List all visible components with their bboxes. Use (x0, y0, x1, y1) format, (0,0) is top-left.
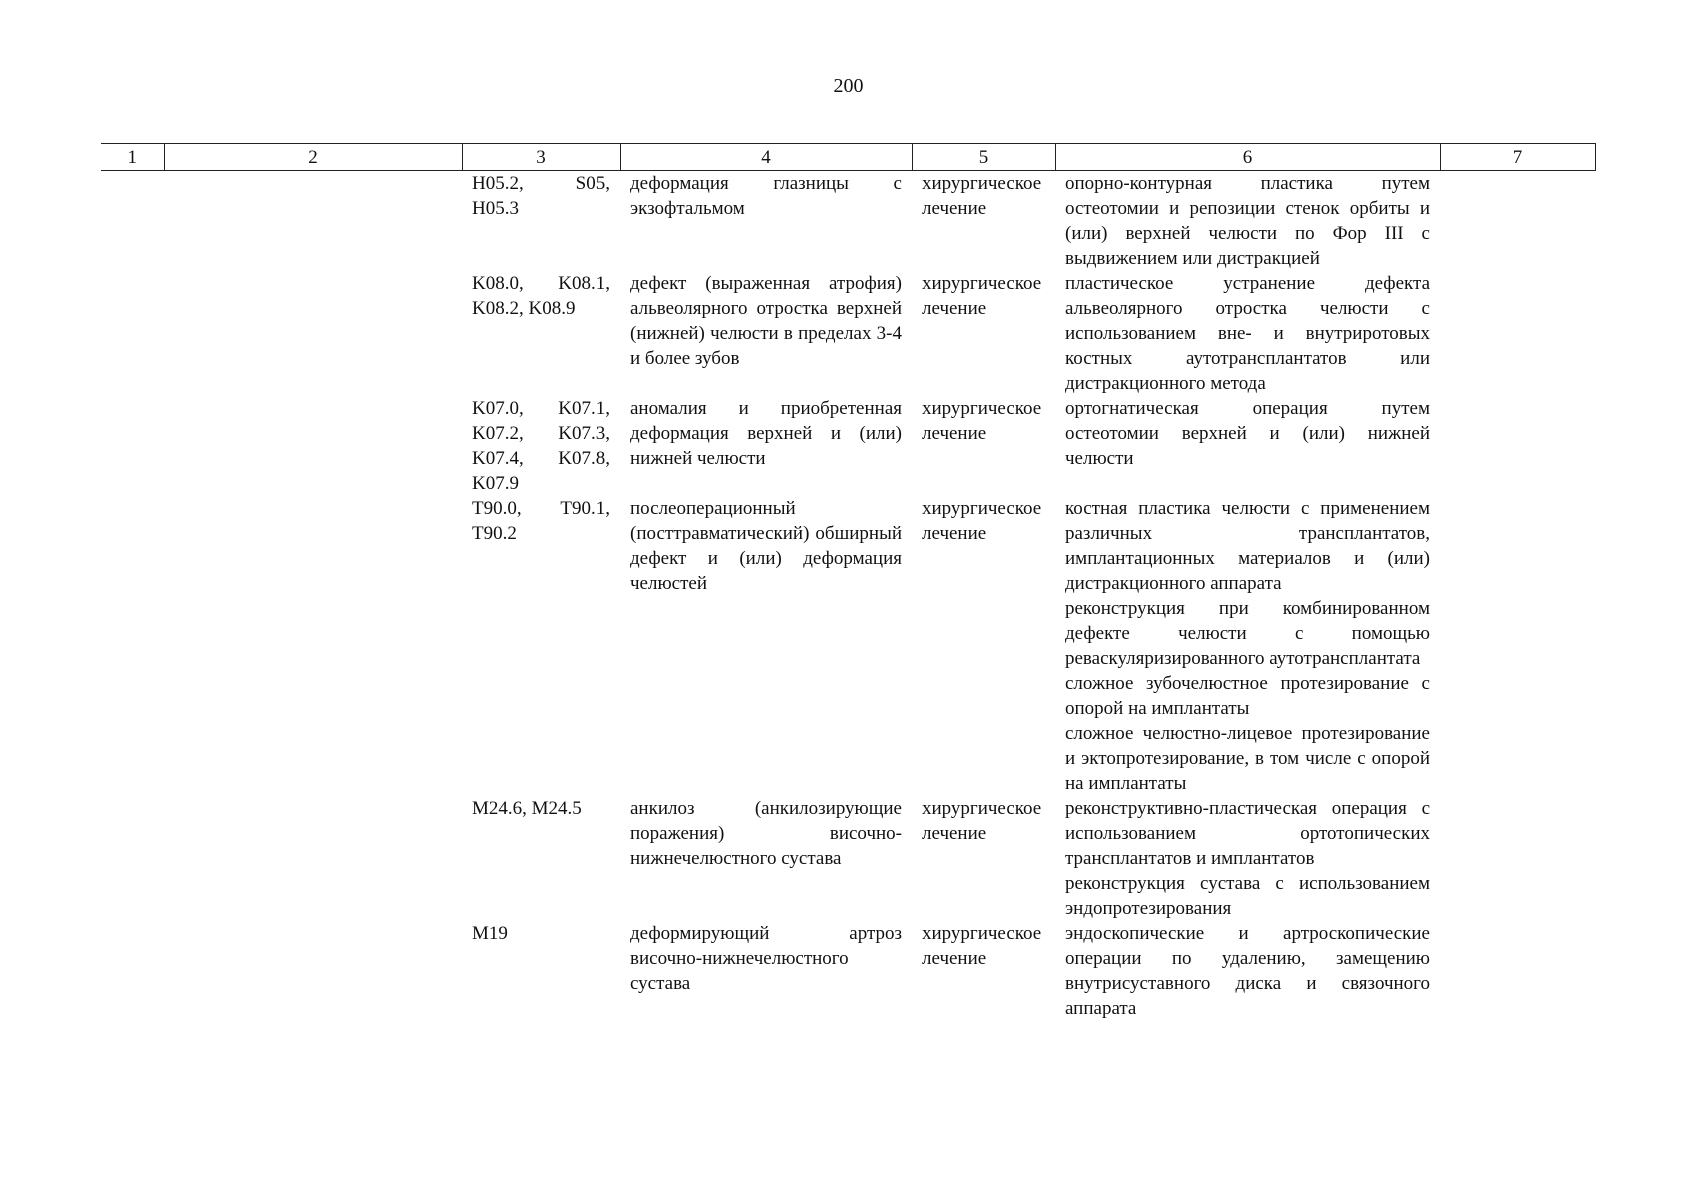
procedure: костная пластика челюсти с применением различных трансплантатов, имплантационных материалов и (или) дистракционного аппарата (1065, 498, 1430, 594)
treatment-type: хирургическое лечение (922, 798, 1042, 844)
cell-col7 (1440, 271, 1595, 396)
cell-col2 (164, 271, 462, 396)
cell-col7 (1440, 171, 1595, 272)
procedure: пластическое устранение дефекта альвеолярного отростка челюсти с использованием вне- и внутриротовых костных аутотрансплантатов или дистракционного метода (1065, 273, 1430, 394)
column-header-7: 7 (1440, 144, 1595, 171)
icd-codes: M24.6, M24.5 (472, 798, 582, 819)
treatment-type: хирургическое лечение (922, 498, 1042, 544)
icd-codes: H05.2, S05, H05.3 (472, 173, 610, 219)
diagnosis: деформирующий артроз височно-нижнечелюстного сустава (630, 923, 902, 994)
procedure: сложное зубочелюстное протезирование с опорой на имплантаты (1065, 673, 1430, 719)
column-header-4: 4 (620, 144, 912, 171)
page-number: 200 (833, 75, 864, 97)
diagnosis: послеоперационный (посттравматический) обширный дефект и (или) деформация челюстей (630, 498, 902, 594)
cell-col7 (1440, 921, 1595, 1021)
cell-col1 (101, 171, 164, 272)
column-header-6: 6 (1055, 144, 1440, 171)
table-row (101, 496, 1595, 796)
column-header-3: 3 (462, 144, 620, 171)
icd-codes: M19 (472, 923, 508, 944)
cell-col2 (164, 396, 462, 496)
icd-codes: T90.0, T90.1, T90.2 (472, 498, 610, 544)
cell-col7 (1440, 396, 1595, 496)
cell-col2 (164, 796, 462, 921)
table-row (101, 921, 1595, 1021)
cell-col1 (101, 921, 164, 1021)
icd-codes: K08.0, K08.1, K08.2, K08.9 (472, 273, 610, 319)
cell-col7 (1440, 496, 1595, 796)
cell-col2 (164, 496, 462, 796)
cell-col7 (1440, 796, 1595, 921)
procedure: реконструкция сустава с использованием эндопротезирования (1065, 873, 1430, 919)
procedure: реконструктивно-пластическая операция с использованием ортотопических трансплантатов и имплантатов (1065, 798, 1430, 869)
treatment-type: хирургическое лечение (922, 923, 1042, 969)
procedure-cell (1055, 271, 1440, 396)
table-row (101, 796, 1595, 921)
diagnosis: анкилоз (анкилозирующие поражения) височно-нижнечелюстного сустава (630, 798, 902, 869)
diagnosis: деформация глазницы с экзофтальмом (630, 173, 902, 219)
treatment-type: хирургическое лечение (922, 273, 1042, 319)
column-number-row (101, 144, 1595, 171)
table-row (101, 171, 1595, 272)
cell-col1 (101, 271, 164, 396)
procedures-table (101, 143, 1596, 1021)
table-row (101, 396, 1595, 496)
column-header-5: 5 (912, 144, 1055, 171)
cell-col2 (164, 921, 462, 1021)
treatment-type: хирургическое лечение (922, 398, 1042, 444)
cell-col1 (101, 796, 164, 921)
table-row (101, 271, 1595, 396)
procedure: реконструкция при комбинированном дефекте челюсти с помощью реваскуляризированного аутотрансплантата (1065, 598, 1430, 669)
diagnosis: дефект (выраженная атрофия) альвеолярного отростка верхней (нижней) челюсти в пределах 3-4 и более зубов (630, 273, 902, 369)
procedure: опорно-контурная пластика путем остеотомии и репозиции стенок орбиты и (или) верхней челюсти по Фор III с выдвижением или дистракцией (1065, 173, 1430, 269)
procedure-cell (1055, 496, 1440, 796)
procedure-cell (1055, 171, 1440, 272)
cell-col1 (101, 496, 164, 796)
icd-codes: K07.0, K07.1, K07.2, K07.3, K07.4, K07.8, K07.9 (472, 398, 610, 494)
cell-col2 (164, 171, 462, 272)
procedure: ортогнатическая операция путем остеотомии верхней и (или) нижней челюсти (1065, 398, 1430, 469)
column-header-2: 2 (164, 144, 462, 171)
diagnosis: аномалия и приобретенная деформация верхней и (или) нижней челюсти (630, 398, 902, 469)
procedure: эндоскопические и артроскопические операции по удалению, замещению внутрисуставного диска и связочного аппарата (1065, 923, 1430, 1019)
procedure-cell (1055, 396, 1440, 496)
cell-col1 (101, 396, 164, 496)
procedure-cell (1055, 796, 1440, 921)
procedure: сложное челюстно-лицевое протезирование и эктопротезирование, в том числе с опорой на имплантаты (1065, 723, 1430, 794)
treatment-type: хирургическое лечение (922, 173, 1042, 219)
column-header-1: 1 (101, 144, 164, 171)
procedure-cell (1055, 921, 1440, 1021)
